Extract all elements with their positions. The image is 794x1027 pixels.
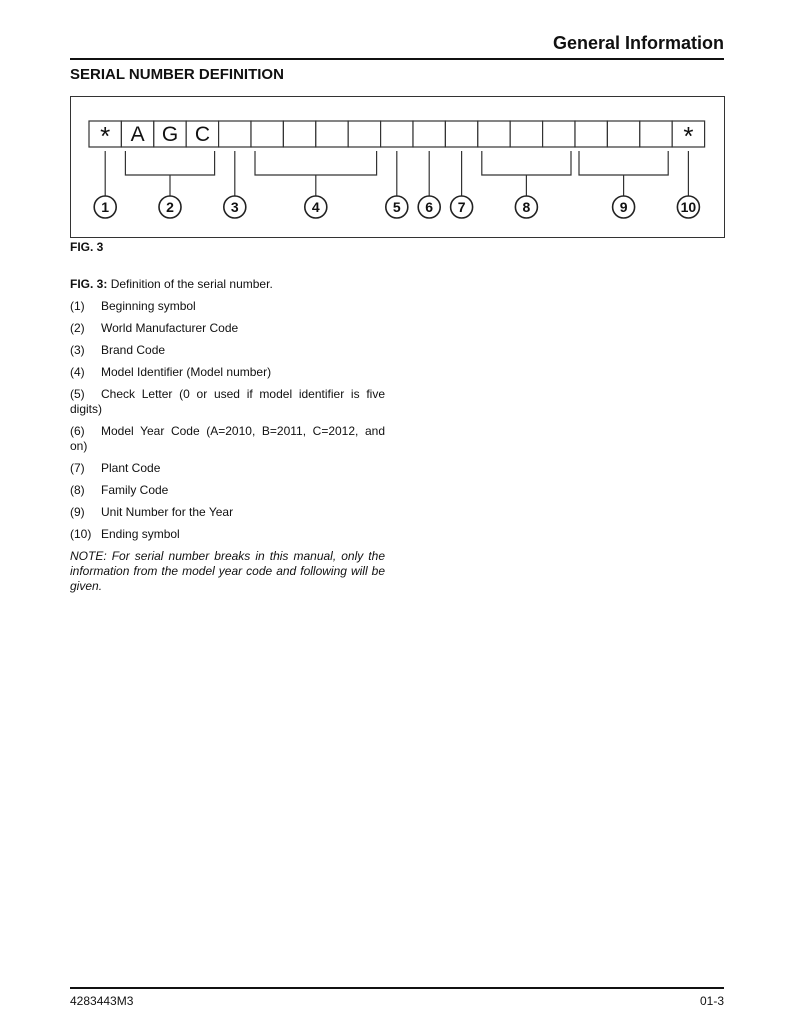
legend-item: [70, 483, 385, 498]
legend-item-number: (7): [70, 461, 85, 475]
legend-item: [70, 461, 385, 476]
figure-legend: [70, 277, 385, 601]
callout-bracket: [255, 151, 377, 175]
callout-number: 7: [457, 199, 466, 215]
callout-number: 9: [619, 199, 628, 215]
callout-number: 8: [522, 199, 531, 215]
legend-item-number: (1): [70, 299, 85, 313]
legend-item-number: (2): [70, 321, 85, 335]
legend-item-text: Family Code: [101, 483, 169, 497]
callout-number: 6: [425, 199, 434, 215]
serial-cell: [640, 121, 672, 147]
serial-cell: [445, 121, 477, 147]
legend-item-number: (10): [70, 527, 92, 541]
legend-item-number: (4): [70, 365, 85, 379]
legend-item-text: Model Identifier (Model number): [101, 365, 272, 379]
legend-item: [70, 424, 385, 454]
legend-item-number: (3): [70, 343, 85, 357]
section-title: SERIAL NUMBER DEFINITION: [70, 66, 284, 83]
legend-item-number: (9): [70, 505, 85, 519]
legend-item: [70, 387, 385, 417]
serial-cell-char: A: [130, 123, 145, 146]
legend-item-text: Plant Code: [101, 461, 161, 475]
serial-cell: [543, 121, 575, 147]
serial-cell: [283, 121, 315, 147]
footer-page-number: 01-3: [699, 994, 724, 1008]
callout-number: 5: [392, 199, 401, 215]
serial-cell: [316, 121, 348, 147]
legend-item-text: Beginning symbol: [101, 299, 196, 313]
legend-item-number: (5): [70, 387, 85, 401]
callout-number: 2: [166, 199, 174, 215]
serial-cell: [478, 121, 510, 147]
legend-item: [70, 505, 385, 520]
note-text: NOTE: For serial number breaks in this manual, only the information from the model year code and following will be given.: [70, 549, 385, 593]
callout-number: 10: [680, 199, 697, 215]
serial-cell: [413, 121, 445, 147]
legend-item-text: Check Letter (0 or used if model identifier is five digits): [70, 387, 385, 416]
legend-item: [70, 299, 385, 314]
legend-item-text: Unit Number for the Year: [101, 505, 234, 519]
footer-rule: [70, 987, 724, 989]
legend-intro: [70, 277, 385, 292]
callout-bracket: [482, 151, 571, 175]
figure-caption: FIG. 3: [70, 240, 104, 254]
serial-cell-char: *: [100, 121, 111, 151]
callout-bracket: [579, 151, 668, 175]
serial-cell-char: C: [194, 123, 210, 146]
serial-cell: [510, 121, 542, 147]
serial-cell-char: *: [683, 121, 694, 151]
callout-number: 1: [101, 199, 110, 215]
legend-item-text: Model Year Code (A=2010, B=2011, C=2012, and on): [70, 424, 385, 453]
legend-item: [70, 365, 385, 380]
legend-item-text: World Manufacturer Code: [101, 321, 239, 335]
serial-cell: [219, 121, 251, 147]
legend-item-text: Brand Code: [101, 343, 166, 357]
legend-item: [70, 321, 385, 336]
serial-cell: [381, 121, 413, 147]
callout-number: 3: [230, 199, 239, 215]
legend-intro-text: Definition of the serial number.: [110, 277, 273, 291]
serial-cell: [575, 121, 607, 147]
serial-number-diagram: [71, 97, 724, 237]
legend-intro-label: FIG. 3:: [70, 277, 108, 291]
legend-item-text: Ending symbol: [101, 527, 180, 541]
callout-number: 4: [311, 199, 320, 215]
page-header-title: General Information: [552, 33, 724, 53]
callout-bracket: [125, 151, 214, 175]
legend-item-number: (8): [70, 483, 85, 497]
legend-item: [70, 343, 385, 358]
legend-item: [70, 527, 385, 542]
serial-cell: [251, 121, 283, 147]
header-rule: [70, 58, 724, 60]
serial-cell: [348, 121, 380, 147]
footer-part-number: 4283443M3: [70, 994, 134, 1008]
serial-number-figure: [70, 96, 725, 238]
serial-cell-char: G: [161, 123, 179, 146]
legend-item-number: (6): [70, 424, 85, 438]
serial-cell: [607, 121, 639, 147]
